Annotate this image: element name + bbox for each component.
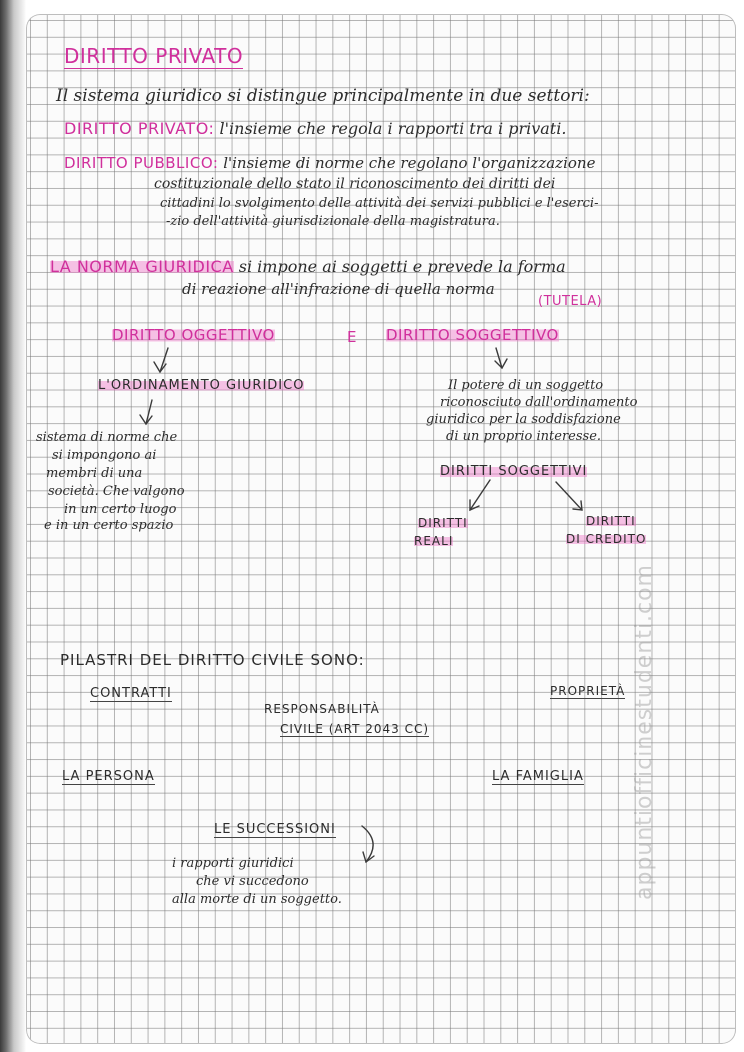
pilastro-contratti: CONTRATTI: [90, 686, 172, 701]
settore-privato-term: DIRITTO PRIVATO:: [64, 119, 215, 138]
ordinamento-def-line: società. Che valgono: [48, 484, 185, 499]
watermark: appuntiofficinestudenti.com: [632, 564, 657, 900]
settore-privato-text: l'insieme che regola i rapporti tra i privati.: [219, 119, 567, 138]
pilastro-proprieta: PROPRIETÀ: [550, 684, 626, 698]
settore-pubblico-term: DIRITTO PUBBLICO:: [64, 154, 219, 172]
diritti-soggettivi-title: DIRITTI SOGGETTIVI: [440, 464, 588, 479]
ordinamento-def-line: sistema di norme che: [36, 430, 178, 445]
potere-def-line: Il potere di un soggetto: [448, 378, 604, 393]
ordinamento-def-line: in un certo luogo: [64, 502, 177, 517]
settore-pubblico-line: -zio dell'attività giurisdizionale della magistratura.: [166, 214, 500, 229]
successioni-def-line: alla morte di un soggetto.: [172, 892, 342, 907]
diritto-oggettivo: DIRITTO OGGETTIVO: [112, 326, 275, 344]
diritti-reali-line-1: DIRITTI: [418, 516, 468, 530]
potere-def-line: di un proprio interesse.: [446, 429, 602, 444]
norma-term: LA NORMA GIURIDICA: [50, 257, 234, 276]
successioni-def-line: che vi succedono: [196, 874, 309, 889]
arrow-to-diritti-credito: [556, 482, 582, 510]
potere-def-line: riconosciuto dall'ordinamento: [440, 395, 638, 410]
pilastro-famiglia: LA FAMIGLIA: [492, 769, 584, 784]
successioni-def-line: i rapporti giuridici: [172, 856, 294, 871]
diritti-reali-line-2: REALI: [414, 534, 454, 548]
arrow-successioni-to-def: [362, 826, 374, 862]
diritto-soggettivo: DIRITTO SOGGETTIVO: [386, 326, 559, 344]
ordinamento-def-line: e in un certo spazio: [44, 518, 174, 533]
pilastro-responsabilita-line-1: RESPONSABILITÀ: [264, 702, 380, 716]
arrow-ordinamento-to-def: [140, 400, 152, 424]
arrow-oggettivo-to-ordinamento: [154, 348, 168, 372]
norma-line-2: di reazione all'infrazione di quella norma: [182, 280, 495, 298]
ordinamento-title: L'ORDINAMENTO GIURIDICO: [98, 378, 305, 393]
settore-pubblico-line: cittadini lo svolgimento delle attività dei servizi pubblici e l'eserci-: [160, 196, 599, 211]
connector-e: E: [347, 328, 357, 346]
tutela-note: (TUTELA): [538, 294, 603, 309]
intro-text: Il sistema giuridico si distingue principalmente in due settori:: [56, 86, 590, 106]
norma-text: si impone ai soggetti e prevede la forma: [238, 257, 566, 276]
diritti-credito-line-2: DI CREDITO: [566, 532, 647, 546]
arrow-to-diritti-reali: [470, 480, 490, 510]
diritti-credito-line-1: DIRITTI: [586, 514, 636, 528]
pilastri-title: PILASTRI DEL DIRITTO CIVILE SONO:: [60, 651, 365, 669]
pilastro-persona: LA PERSONA: [62, 769, 155, 784]
page-title: DIRITTO PRIVATO: [64, 44, 244, 68]
ordinamento-def-line: si impongono ai: [52, 448, 157, 463]
pilastro-successioni: LE SUCCESSIONI: [214, 822, 336, 837]
arrow-soggettivo-to-potere: [495, 348, 507, 368]
ordinamento-def-line: membri di una: [46, 466, 143, 481]
settore-pubblico-line: l'insieme di norme che regolano l'organizzazione: [223, 154, 596, 172]
potere-def-line: giuridico per la soddisfazione: [426, 412, 621, 427]
pilastro-responsabilita-line-2: CIVILE (ART 2043 CC): [280, 722, 430, 736]
settore-pubblico-line: costituzionale dello stato il riconoscimento dei diritti dei: [154, 176, 556, 192]
